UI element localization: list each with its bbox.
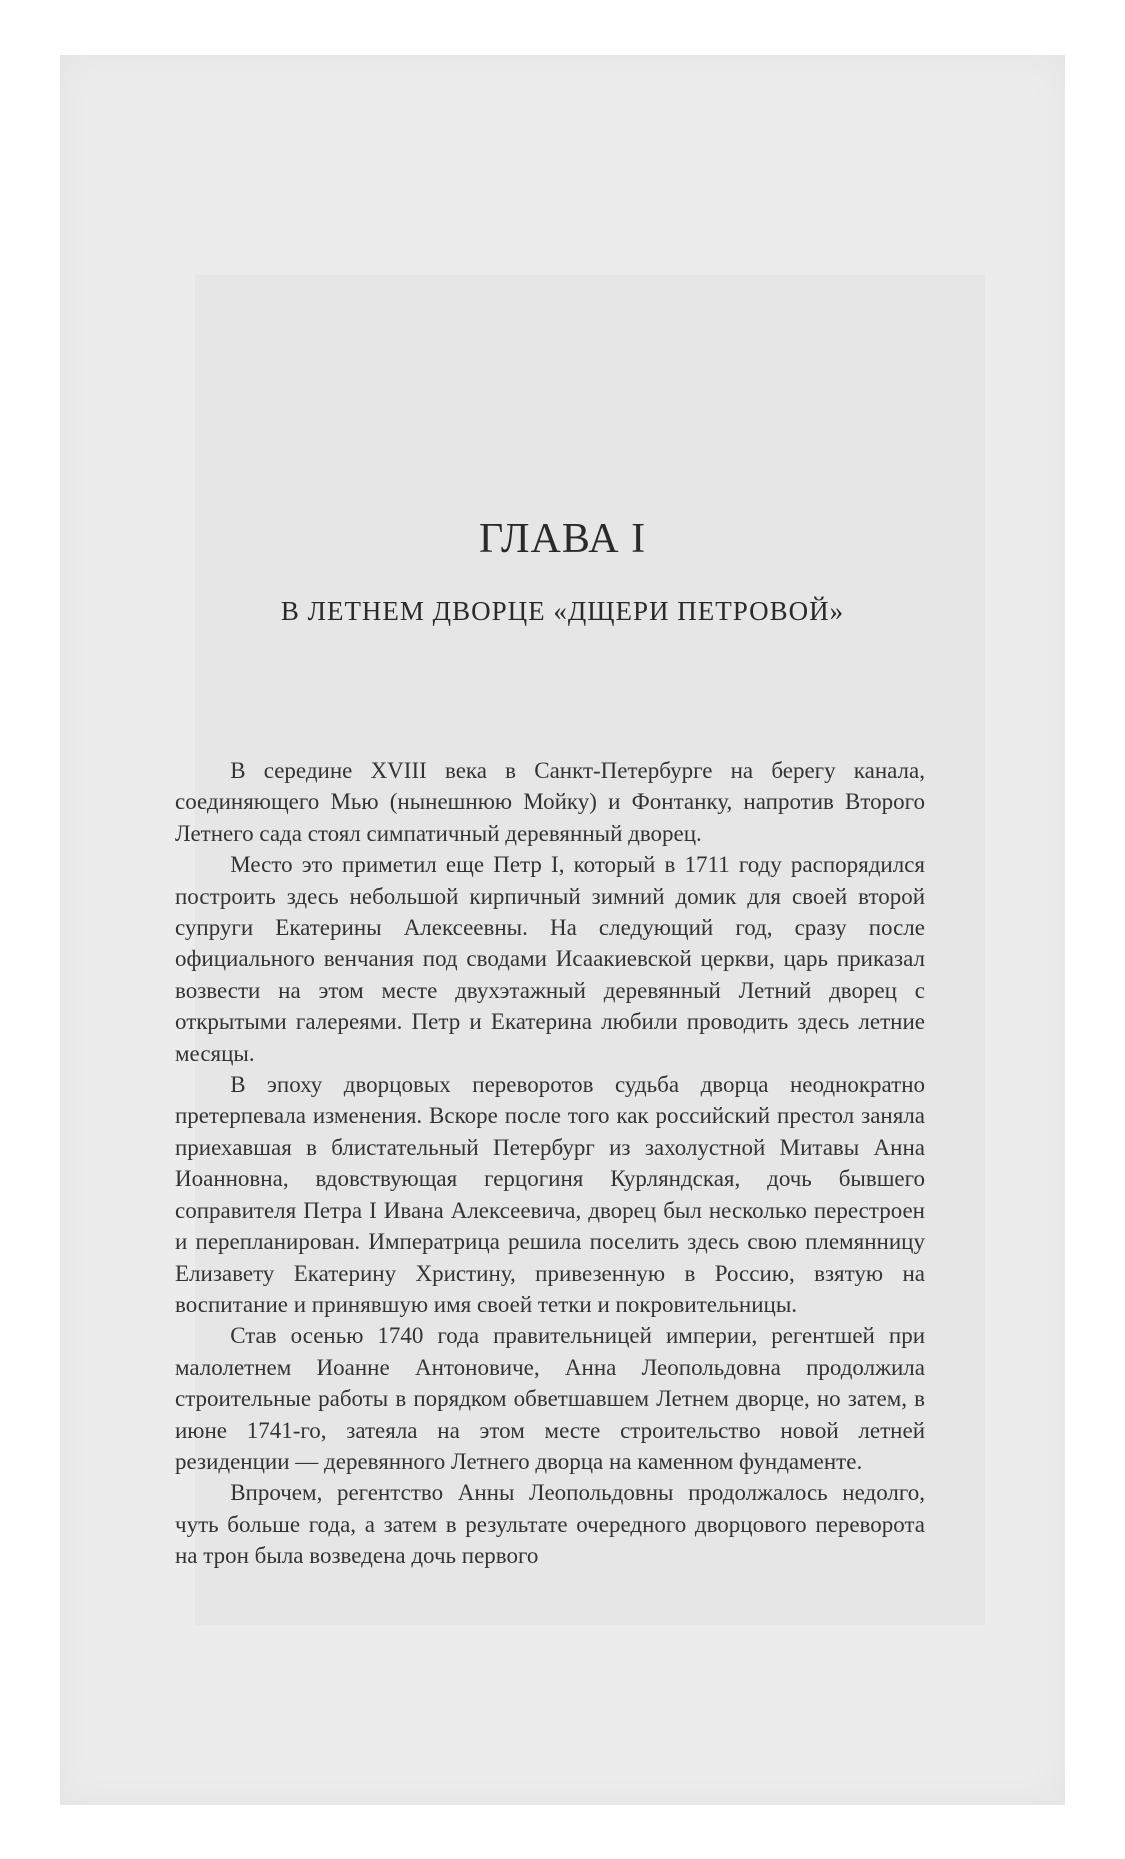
paragraph: Впрочем, регентство Анны Леопольдовны продолжалось недолго, чуть больше года, а затем в результате очередного дворцового переворота на трон была возведена дочь первого <box>175 1480 925 1569</box>
paragraph: В середине XVIII века в Санкт-Петербурге на берегу канала, соединяющего Мью (нынешнюю Мойку) и Фонтанку, напротив Второго Летнего сада стоял симпатичный деревянный дворец. <box>175 758 925 846</box>
chapter-title: ГЛАВА I <box>478 516 647 562</box>
body-text <box>175 755 925 1572</box>
paragraph: Став осенью 1740 года правительницей империи, регентшей при малолетнем Иоанне Антоновиче, Анна Леопольдовна продолжила строительные работы в порядком обветшавшем Летнем дворце, но затем, в июне 1741-го, затеяла на этом месте строительство новой летней резиденции — деревянного Летнего дворца на каменном фундаменте. <box>175 1323 925 1474</box>
paragraph: В эпоху дворцовых переворотов судьба дворца неоднократно претерпевала изменения. Вскоре после того как российский престол заняла приехавшая в блистательный Петербург из захолустной Митавы Анна Иоанновна, вдовствующая герцогиня Курляндская, дочь бывшего соправителя Петра I Ивана Алексеевича, дворец был несколько перестроен и перепланирован. Императрица решила поселить здесь свою племянницу Елизавету Екатерину Христину, привезенную в Россию, взятую на воспитание и принявшую имя своей тетки и покровительницы. <box>175 1072 925 1317</box>
paragraph: Место это приметил еще Петр I, который в 1711 году распорядился построить здесь небольшой кирпичный зимний домик для своей второй супруги Екатерины Алексеевны. На следующий год, сразу после официального венчания под сводами Исаакиевской церкви, царь приказал возвести на этом месте двухэтажный деревянный Летний дворец с открытыми галереями. Петр и Екатерина любили проводить здесь летние месяцы. <box>175 852 925 1066</box>
chapter-subtitle: В ЛЕТНЕМ ДВОРЦЕ «ДЩЕРИ ПЕТРОВОЙ» <box>280 596 845 626</box>
